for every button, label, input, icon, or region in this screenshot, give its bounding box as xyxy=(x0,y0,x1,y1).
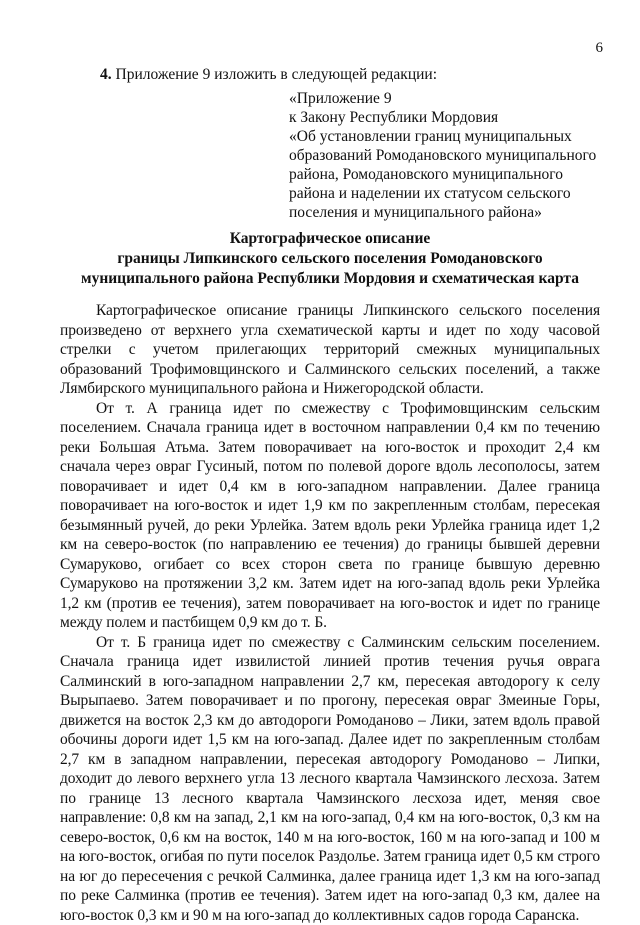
paragraph: От т. А граница идет по смежеству с Трофимовщинским сельским поселением. Сначала граница идет в восточном направлении 0,4 км по течению реки Большая Атьма. Затем поворачивает на юго-восток и проходит 2,4 км сначала через овраг Гусиный, потом по полевой дороге вдоль лесополосы, затем поворачивает и идет 0,4 км в юго-западном направлении. Далее граница поворачивает на юго-восток и идет 1,9 км по закрепленным столбам, пересекая безымянный ручей, до реки Урлейка. Затем вдоль реки Урлейка граница идет 1,2 км на северо-восток (по направлению ее течения) до границы бывшей деревни Сумаруково, огибает со всех сторон света по границе бывшую деревню Сумаруково на протяжении 3,2 км. Затем идет на юго-запад вдоль реки Урлейка 1,2 км (против ее течения), затем поворачивает на юго-восток и идет по границе между полем и пастбищем 0,9 км до т. Б. xyxy=(60,399,600,633)
item-text: Приложение 9 изложить в следующей редакции: xyxy=(112,66,437,83)
document-title xyxy=(60,229,600,289)
appendix-line: района и наделении их статусом сельского xyxy=(289,184,609,203)
body-text xyxy=(60,301,600,925)
item-number: 4. xyxy=(100,66,112,83)
appendix-line: образований Ромодановского муниципального xyxy=(289,146,609,165)
title-line: муниципального района Республики Мордовия и схематическая карта xyxy=(60,269,600,289)
appendix-header xyxy=(289,89,609,222)
appendix-line: к Закону Республики Мордовия xyxy=(289,108,609,127)
appendix-line: района, Ромодановского муниципального xyxy=(289,165,609,184)
paragraph: От т. Б граница идет по смежеству с Салминским сельским поселением. Сначала граница идет извилистой линией против течения ручья оврага Салминский в юго-западном направлении 2,7 км, пересекая автодорогу к селу Вырыпаево. Затем поворачивает и по прогону, пересекая овраг Змеиные Горы, движется на восток 2,3 км до автодороги Ромоданово – Лики, затем вдоль правой обочины дороги идет 1,5 км на юго-запад. Далее идет по закрепленным столбам 2,7 км в западном направлении, пересекая автодорогу Ромоданово – Липки, доходит до левого верхнего угла 13 лесного квартала Чамзинского лесхоза. Затем по границе 13 лесного квартала Чамзинского лесхоза идет, меняя свое направление: 0,8 км на запад, 2,1 км на юго-запад, 0,4 км на юго-восток, 0,3 км на северо-восток, 0,6 км на восток, 140 м на юго-восток, 160 м на юго-запад и 100 м на юго-восток, огибая по пути поселок Раздолье. Затем граница идет 0,5 км строго на юг до пересечения с речкой Салминка, далее граница идет 1,3 км на юго-запад по реке Салминка (против ее течения). Затем идет на юго-запад 0,3 км, далее на юго-восток 0,3 км и 90 м на юго-запад до коллективных садов города Саранска. xyxy=(60,633,600,925)
appendix-line: «Об установлении границ муниципальных xyxy=(289,127,609,146)
amendment-item xyxy=(100,66,437,84)
title-line: границы Липкинского сельского поселения Ромодановского xyxy=(60,249,600,269)
page-number: 6 xyxy=(596,40,604,57)
appendix-line: «Приложение 9 xyxy=(289,89,609,108)
title-line: Картографическое описание xyxy=(60,229,600,249)
paragraph: Картографическое описание границы Липкинского сельского поселения произведено от верхнего угла схематической карты и идет по ходу часовой стрелки с учетом прилегающих территорий смежных муниципальных образований Трофимовщинского и Салминского сельских поселений, а также Лямбирского муниципального района и Нижегородской области. xyxy=(60,301,600,399)
appendix-line: поселения и муниципального района» xyxy=(289,203,609,222)
